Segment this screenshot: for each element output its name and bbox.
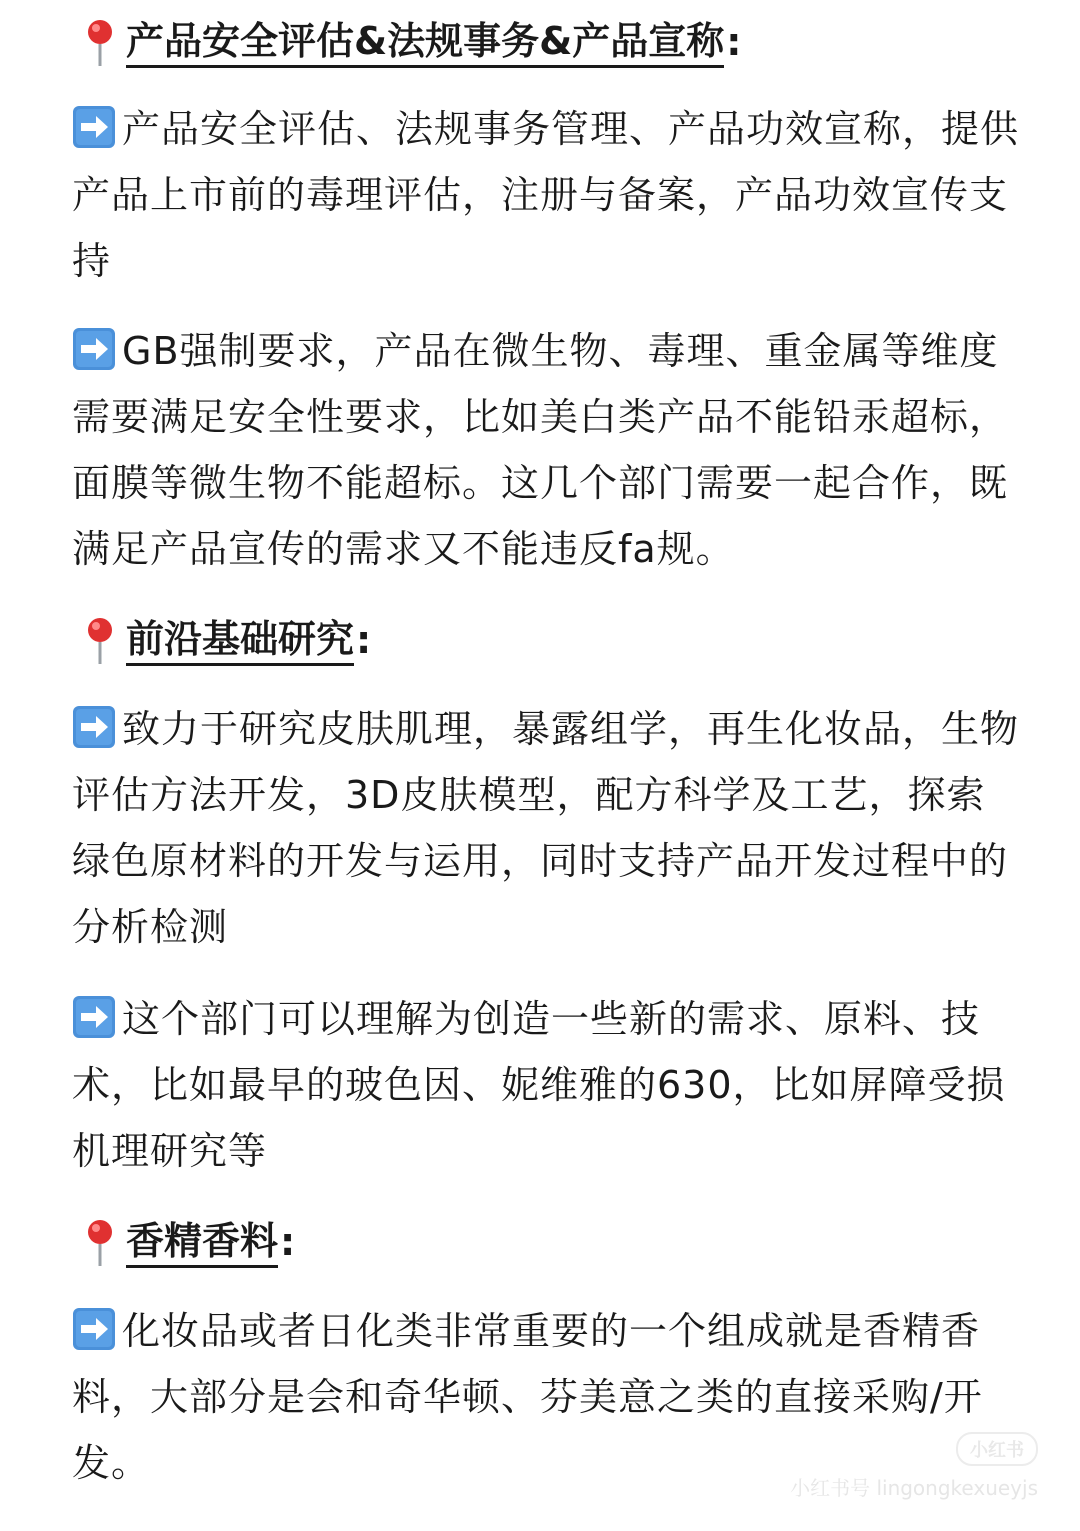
section-heading bbox=[78, 1212, 295, 1272]
section-heading bbox=[78, 12, 741, 72]
paragraph-text: 化妆品或者日化类非常重要的一个组成就是香精香料，大部分是会和奇华顿、芬美意之类的直接采购/开发。 bbox=[72, 1309, 983, 1485]
right-arrow-icon bbox=[72, 995, 116, 1039]
paragraph bbox=[72, 318, 1022, 582]
section-heading bbox=[78, 610, 371, 670]
heading-text: 产品安全评估&法规事务&产品宣称 bbox=[126, 17, 724, 68]
right-arrow-icon bbox=[72, 327, 116, 371]
right-arrow-icon bbox=[72, 705, 116, 749]
heading-colon: : bbox=[280, 1220, 296, 1264]
paragraph bbox=[72, 986, 1022, 1184]
round-pushpin-icon bbox=[78, 610, 122, 670]
paragraph bbox=[72, 96, 1022, 294]
paragraph-text: 这个部门可以理解为创造一些新的需求、原料、技术，比如最早的玻色因、妮维雅的630，比如屏障受损机理研究等 bbox=[72, 997, 1006, 1173]
watermark bbox=[790, 1432, 1038, 1501]
watermark-logo: 小红书 bbox=[956, 1432, 1038, 1466]
right-arrow-icon bbox=[72, 1307, 116, 1351]
paragraph-text: 致力于研究皮肤肌理，暴露组学，再生化妆品，生物评估方法开发，3D皮肤模型，配方科学及工艺，探索绿色原材料的开发与运用，同时支持产品开发过程中的分析检测 bbox=[72, 707, 1020, 949]
paragraph-text: 产品安全评估、法规事务管理、产品功效宣称，提供产品上市前的毒理评估，注册与备案，产品功效宣传支持 bbox=[72, 107, 1020, 283]
heading-text: 香精香料 bbox=[126, 1217, 278, 1268]
round-pushpin-icon bbox=[78, 1212, 122, 1272]
heading-text: 前沿基础研究 bbox=[126, 615, 354, 666]
paragraph bbox=[72, 696, 1022, 960]
round-pushpin-icon bbox=[78, 12, 122, 72]
watermark-text: 小红书号 lingongkexueyjs bbox=[790, 1476, 1038, 1500]
heading-colon: : bbox=[356, 618, 372, 662]
right-arrow-icon bbox=[72, 105, 116, 149]
paragraph-text: GB强制要求，产品在微生物、毒理、重金属等维度需要满足安全性要求，比如美白类产品不能铅汞超标，面膜等微生物不能超标。这几个部门需要一起合作，既满足产品宣传的需求又不能违反fa规。 bbox=[72, 329, 1009, 571]
heading-colon: : bbox=[726, 20, 742, 64]
